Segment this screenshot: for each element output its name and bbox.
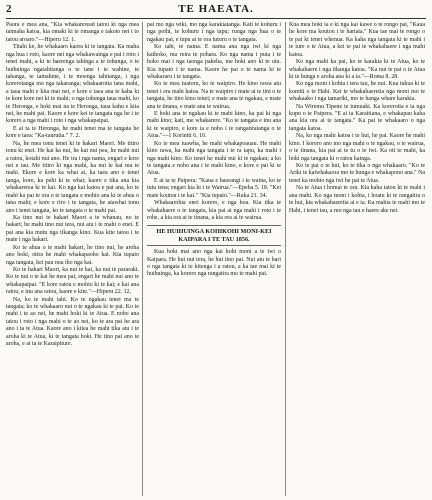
- paragraph: Na, he mea tonu tenei ki te hakari Maori. Me titiro tonu ki enei. He kai ka nui, he kai nui pea, he mahi nui a ratou, kotahi nui ano. He ira i nga nama, engari e kore nei e tau. Me titiro ki nga mahi, ka nui te kai ma te mahi. Ekore e kore ka whai ai, ka taea ano e tenei tanga, kore, ka pehi ki te whai; kaore e tika ana kia whakarerea ki te kai. Ko nga kai katoa e pai ana, ko te mahi ka pai te ora o te tangata e mohio ana ki te ahua o tana mahi; e kore e riro i te tangata, he atawhai tonu ano i tenei tangata, ko te tangata o te mahi pai.: [6, 140, 139, 214]
- paragraph: E hoki ana te ngakau ki te mahi kino, ka pai ki nga mahi kino; kati, me whakarere. "Ko te tangata e inu ana ki te waipiro, e kore ia e noho i te rangatiratanga o te Atua."—1 Koriniti 6. 10.: [147, 111, 281, 140]
- paragraph: Ko te hakari Maori, ka nui te kai, ka nui te pararaki. Ko te nui o te kai he mea pai, engari he mahi nui ano te whakapaipai. "E kore ratou e mohio ki te kai; e kai ana ratou, e inu ana ratou, kaore e kite."—Hiperu 22. 12.: [6, 266, 139, 296]
- text-column-left: [6, 22, 139, 498]
- column-divider: [285, 22, 286, 496]
- paragraph: Na Wiremu Tipene te tumuaki. Ka korerotia e ia nga kupu o te Paipera. "E ai ta Karaitiana, e whakapau kaha ana kia ora ai te tangata." Ka pai te whakaaro o nga tangata katoa.: [289, 103, 425, 132]
- paragraph: Ko nga moni i kohia i tera tau, he nui. Kua tukua ki te komiti o te Hahi. Kei te whakahaeretia nga moni mo te whakaako i nga tamariki, mo te hanga whare karakia.: [289, 81, 425, 103]
- text-column-right: [289, 22, 425, 498]
- page-header: [6, 3, 426, 17]
- paragraph: Ko nga mahi ka pai, ko te karakia ki te Atua, ko te whakahaere i nga tikanga katoa. "Ka nui te pai o te Atua ki te hunga e aroha ana ki a ia."—Roma 8. 28.: [289, 59, 425, 80]
- paragraph: E ai ta te Paipera: "Kaua e haurangi i te waina, ko te tutu tena; engari kia ki i te Wairua."—Epeha 5. 18. "Kei mate koutou i te kai." "Kia tupato."—Ruka 21. 34.: [147, 177, 281, 199]
- paragraph: Na, ko nga mahi katoa i te hui, he pai. Kaore he mahi kino. I korero ano mo nga mahi o te ngakau, o te wairua, o te tinana, kia pai ai te tu o te iwi. Ka oti te mahi, ka hoki nga tangata ki o ratou kainga.: [289, 133, 425, 162]
- page-number: 2: [6, 3, 12, 15]
- paragraph: Ko tahi, te nama. E nama ana nga iwi ki nga kaihoko, ma reira te pohara. Ko nga nama i puta i te hoko mai i nga taonga pakeha, me hoki ano ki te utu. Kia tupato i te nama. Kaore he pai o te nama ki te whakararu i te tangata.: [147, 44, 281, 80]
- section-heading: HE HUIHUINGA KOHIKOHI MONI-KEI KAIPARA I TE TAU 1856.: [147, 225, 281, 246]
- running-title: TE HAEATA.: [178, 3, 254, 15]
- paragraph: Ko te pai o te hui, ko te tika o nga whakaaro. "Ko te Ariki te kaiwhakaora mo te hunga e whakapono ana." Na tenei ka mohio nga iwi he pai te Atua.: [289, 163, 425, 184]
- paragraph: Na te Atua i homai te ora. Kia kaha tatou ki te mahi i ana mahi. Ko nga moni i kohia, i hoatu ki te rangatira o te hui, kia whakahaeretia ai e ia. Ka mahia te mahi mo te Hahi, i tenei tau, a mo nga tau e haere ake nei.: [289, 185, 425, 214]
- header-rule: [6, 18, 426, 19]
- paragraph: Whakaarohia enei korero, e nga hoa. Kia tika te whakahaere o te tangata, kia pai ai nga mahi i roto i te rohe, a kia ora ai te tinana, a kia ora ai te wairua.: [147, 200, 281, 221]
- paragraph: E ai ta te Heronga, he mahi tenei ma te tangata he kore e taea: "Ka-taurutia." 7. 2.: [6, 125, 139, 140]
- paragraph: Ko te ahua o te mahi hakari, he tino nui, he aroha ano hoki, otira he mahi whakapaoho kai. Kia tupato nga tangata, kei pau noa iho nga kai.: [6, 244, 139, 266]
- paragraph: Titahi ke, he whakaaro kaora ki te tangata. Ka maha nga hua i roto, kaore nei nga whakawainga e pai i roto i tenei mahi, a ki te haerenga tahinga a te tohunga, o te huihuinga ngatahitanga o te tane i te wahine, te tahanga, te tamahine, i te moenga tahitanga, i nga korerotanga mo nga takaranga; whakaarotia tana mahi, a taua mahi e kiia mai nei, e kore e taea ana te kaha ki te kore kore nei ki te mahi; o nga tohunga taua mahi, ko te Heronga, e hoki mai na te Heronga, taua kahu e kiia nei, he mahi pai. Kaore e kore kei te tangata nga he i te korero a nga mahi i roto i nga whakapaipai.: [6, 44, 139, 125]
- paragraph: Ko te mea tuawha, he mahi whakapoauau. He mahi kino rawa, ka mahi nga tangata i te ra tapu, ka mahi i nga mahi kino. Ko tenei he mahi nui ki te ngakau; a ko te tangata e noho ana i te mahi kino, e kore e pai ki te Atua.: [147, 140, 281, 177]
- paragraph: pai mo nga wiki, mo nga karakiatanga. Kati te kohuru i nga poihi, te kohuru i nga tapu; runga nga hua o te ngakau pai, e tupu ai te ora tuturu o te tangata.: [147, 22, 281, 43]
- paragraph: Ka tino nui te hakari Maori a te whanau, no te hakari; he mahi tino nui tera, nui atu i te mahi o enei. E pai ana kia mutu nga tikanga kino. Kua kite tatou i te mate i nga hakari.: [6, 214, 139, 244]
- paragraph: Ko te mea tuatoru, ko te waipiro. He kino rawa atu tenei i era mahi katoa. Na te waipiro i mate ai te tini o te tangata, he tino kino tenei; e mate ana te ngakau, e mate ana te tinana, e mate ana te wairua.: [147, 81, 281, 110]
- paragraph: Kua hoki mai ano nga kai kohi moni a te iwi o Kaipara. He hui nui tera, he hui tino pai. Nui atu te hari o nga tangata ki te kitenga i a ratou, a ka tae mai ki te huihuinga, ka korero nga rangatira mo te mahi pai.: [147, 249, 281, 278]
- column-divider: [142, 22, 143, 496]
- paragraph: Kua mea hoki ia e ki nga kai kawe o te rongo pai, "Kaua he kore ma koutou i te hariata." Kua tae mai te rongo o te pai ki tenei whenua. Ka kaha nga tangata ki te mahi i te ture o te Atua, a kei te pai te whakahaere i nga mahi katoa.: [289, 22, 425, 58]
- paragraph: Paora e mea ana, "Kia whakareread tatou ki nga mea taimaha katoa, kia omaki ki te omanga e takoto nei i to tatou aroaro."—Hiperu 12. 1.: [6, 22, 139, 43]
- text-column-middle: [147, 22, 281, 498]
- paragraph: Na, ko te mahi tahi. Ko te ngakau tenei ma te tangata; ko te whakaaro nui o te ngakau ki te pai. Ko te mahi i te ao nei, he mahi hoki ki te Atua. E noho ana tatou i roto i nga mahi o te ao nei, ko te ara pai he ara ano i ta te Atua. Kaore ano i kitea he mahi tika atu i te aroha ki te Atua, ki te tangata hoki. He tino pai ano te aroha, e ai ta te Karaipiture.: [6, 296, 139, 348]
